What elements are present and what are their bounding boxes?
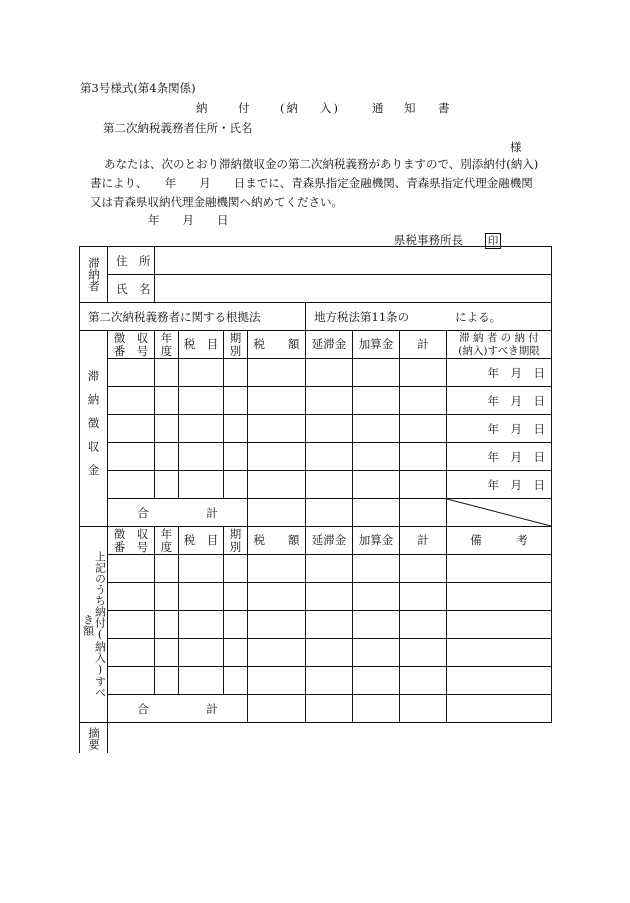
- address-label: 住 所: [108, 247, 155, 275]
- cell[interactable]: [179, 555, 224, 583]
- remarks-field[interactable]: [108, 723, 552, 754]
- section2-label: 上記のうち納付(納入)すべき額: [81, 551, 107, 698]
- section1-row: [80, 471, 552, 499]
- cell[interactable]: [400, 471, 447, 499]
- issuer-title: 県税事務所長: [394, 233, 463, 247]
- notes-cell[interactable]: [447, 695, 552, 723]
- cell[interactable]: [306, 667, 353, 695]
- cell[interactable]: [179, 443, 224, 471]
- cell[interactable]: [248, 667, 306, 695]
- diagonal-line: [447, 499, 551, 526]
- notes-cell[interactable]: [447, 667, 552, 695]
- cell[interactable]: [248, 471, 306, 499]
- cell[interactable]: [108, 387, 155, 415]
- subtotal-label: 合 計: [108, 695, 248, 723]
- col-fiscal-year: [155, 331, 179, 359]
- title-char: 納: [196, 101, 210, 115]
- cell[interactable]: [179, 611, 224, 639]
- cell[interactable]: [179, 471, 224, 499]
- section1-subtotal-row: [80, 499, 552, 527]
- cell[interactable]: [155, 583, 179, 611]
- cell[interactable]: [353, 471, 400, 499]
- deadline-cell[interactable]: 年 月 日: [447, 443, 552, 471]
- col-tax-amount: 税 額: [248, 331, 306, 359]
- subtotal-cell[interactable]: [400, 695, 447, 723]
- cell[interactable]: [400, 387, 447, 415]
- subtotal-cell[interactable]: [306, 499, 353, 527]
- cell[interactable]: [353, 583, 400, 611]
- cell[interactable]: [155, 443, 179, 471]
- cell[interactable]: [306, 639, 353, 667]
- name-field[interactable]: [155, 275, 552, 303]
- cell[interactable]: [400, 583, 447, 611]
- col-additional-tax: 加算金: [353, 527, 400, 555]
- cell[interactable]: [224, 611, 248, 639]
- col-additional-tax: 加算金: [353, 331, 400, 359]
- cell[interactable]: [306, 611, 353, 639]
- col-collection-number-text: 徴 収 番 号: [113, 526, 149, 554]
- cell[interactable]: [224, 583, 248, 611]
- title-char: 知: [404, 101, 418, 115]
- subtotal-cell[interactable]: [248, 695, 306, 723]
- cell[interactable]: [155, 667, 179, 695]
- cell[interactable]: [353, 639, 400, 667]
- basis-text: 地方税法第11条の による。: [306, 303, 552, 331]
- cell[interactable]: [224, 387, 248, 415]
- section2-row: [80, 667, 552, 695]
- cell[interactable]: [248, 583, 306, 611]
- cell[interactable]: [306, 583, 353, 611]
- section1-row: [80, 387, 552, 415]
- body-line: 又は青森県収納代理金融機関へ納めてください。: [90, 195, 343, 209]
- basis-label: 第二次納税義務者に関する根拠法: [80, 303, 306, 331]
- cell[interactable]: [108, 443, 155, 471]
- cell[interactable]: [108, 611, 155, 639]
- cell[interactable]: [108, 471, 155, 499]
- cell[interactable]: [248, 443, 306, 471]
- cell[interactable]: [306, 443, 353, 471]
- notes-cell[interactable]: [447, 583, 552, 611]
- cell[interactable]: [179, 639, 224, 667]
- remarks-label: 摘要: [87, 726, 101, 750]
- cell[interactable]: [179, 583, 224, 611]
- cell[interactable]: [353, 387, 400, 415]
- subtotal-cell[interactable]: [353, 499, 400, 527]
- section2-row: [80, 611, 552, 639]
- cell[interactable]: [400, 443, 447, 471]
- cell[interactable]: [400, 639, 447, 667]
- cell[interactable]: [400, 415, 447, 443]
- cell[interactable]: [248, 387, 306, 415]
- cell[interactable]: [155, 639, 179, 667]
- col-fiscal-year: [155, 527, 179, 555]
- delinquent-label-cell: [80, 247, 108, 303]
- cell[interactable]: [155, 359, 179, 387]
- cell[interactable]: [306, 387, 353, 415]
- remarks-label-cell: [80, 723, 108, 754]
- cell[interactable]: [400, 667, 447, 695]
- title-char: 付: [238, 101, 252, 115]
- col-notes: 備 考: [447, 527, 552, 555]
- col-tax-item: 税 目: [179, 527, 224, 555]
- col-total: 計: [400, 527, 447, 555]
- cell[interactable]: [248, 555, 306, 583]
- body-line: あなたは、次のとおり滞納徴収金の第二次納税義務がありますので、別添納付(納入): [104, 157, 539, 171]
- cell[interactable]: [353, 611, 400, 639]
- addressee-label: 第二次納税義務者住所・氏名: [103, 121, 253, 135]
- cell[interactable]: [155, 415, 179, 443]
- col-deadline-text: 滞 納 者 の 納 付 (納入)すべき期限: [458, 331, 540, 357]
- cell[interactable]: [400, 359, 447, 387]
- cell[interactable]: [248, 639, 306, 667]
- cell[interactable]: [306, 415, 353, 443]
- cell[interactable]: [108, 555, 155, 583]
- col-tax-amount: 税 額: [248, 527, 306, 555]
- subtotal-cell[interactable]: [248, 499, 306, 527]
- cell[interactable]: [108, 667, 155, 695]
- col-deadline: [447, 331, 552, 359]
- cell[interactable]: [400, 611, 447, 639]
- cell[interactable]: [108, 583, 155, 611]
- cell[interactable]: [155, 471, 179, 499]
- col-fiscal-year-text: 年 度: [160, 526, 173, 554]
- cell[interactable]: [224, 471, 248, 499]
- deadline-cell[interactable]: 年 月 日: [447, 387, 552, 415]
- col-delinquency-charge: 延滞金: [306, 331, 353, 359]
- col-fiscal-year-text: 年 度: [160, 330, 173, 358]
- section2-row: [80, 639, 552, 667]
- section1-row: [80, 359, 552, 387]
- notice-body: [90, 155, 560, 212]
- col-period: [224, 331, 248, 359]
- section1-row: [80, 443, 552, 471]
- deadline-cell[interactable]: 年 月 日: [447, 359, 552, 387]
- cell[interactable]: [224, 555, 248, 583]
- cell[interactable]: [353, 667, 400, 695]
- col-total: 計: [400, 331, 447, 359]
- cell[interactable]: [306, 471, 353, 499]
- notes-cell[interactable]: [447, 611, 552, 639]
- section1-label-cell: [80, 331, 108, 527]
- cell[interactable]: [179, 667, 224, 695]
- cell[interactable]: [108, 639, 155, 667]
- cell[interactable]: [353, 415, 400, 443]
- notes-cell[interactable]: [447, 639, 552, 667]
- title-char: (納: [280, 101, 300, 115]
- cell[interactable]: [353, 443, 400, 471]
- cell[interactable]: [155, 555, 179, 583]
- honorific: 様: [510, 140, 522, 154]
- col-period-text: 期 別: [229, 526, 242, 554]
- subtotal-cell[interactable]: [306, 695, 353, 723]
- cell[interactable]: [248, 415, 306, 443]
- document-title: [196, 100, 452, 116]
- section2-subtotal-row: [80, 695, 552, 723]
- notice-table: [79, 246, 552, 753]
- deadline-cell[interactable]: 年 月 日: [447, 471, 552, 499]
- col-collection-number: [108, 331, 155, 359]
- cell[interactable]: [306, 555, 353, 583]
- body-line: 書により、 年 月 日までに、青森県指定金融機関、青森県指定代理金融機関: [90, 176, 533, 190]
- section2-label-cell: [80, 527, 108, 723]
- cell[interactable]: [155, 611, 179, 639]
- cell[interactable]: [155, 387, 179, 415]
- cell[interactable]: [353, 359, 400, 387]
- col-collection-number: [108, 527, 155, 555]
- cell[interactable]: [248, 359, 306, 387]
- seal-mark: 印: [485, 233, 501, 249]
- cell[interactable]: [179, 359, 224, 387]
- notes-cell[interactable]: [447, 555, 552, 583]
- col-delinquency-charge: 延滞金: [306, 527, 353, 555]
- issue-date: 年 月 日: [148, 213, 229, 227]
- diagonal-cell: [447, 499, 552, 527]
- cell[interactable]: [353, 555, 400, 583]
- cell[interactable]: [224, 667, 248, 695]
- section1-row: [80, 415, 552, 443]
- section2-row: [80, 583, 552, 611]
- title-char: 通: [372, 101, 386, 115]
- cell[interactable]: [179, 415, 224, 443]
- form-number: 第3号様式(第4条関係): [80, 81, 196, 95]
- section1-label: 滞納徴収金: [86, 369, 101, 488]
- cell[interactable]: [179, 387, 224, 415]
- col-collection-number-text: 徴 収 番 号: [113, 330, 149, 358]
- title-char: 入): [320, 101, 340, 115]
- name-label: 氏 名: [108, 275, 155, 303]
- cell[interactable]: [108, 359, 155, 387]
- cell[interactable]: [224, 639, 248, 667]
- subtotal-label: 合 計: [108, 499, 248, 527]
- cell[interactable]: [306, 359, 353, 387]
- deadline-cell[interactable]: 年 月 日: [447, 415, 552, 443]
- subtotal-cell[interactable]: [353, 695, 400, 723]
- col-tax-item: 税 目: [179, 331, 224, 359]
- section2-row: [80, 555, 552, 583]
- cell[interactable]: [108, 415, 155, 443]
- cell[interactable]: [248, 611, 306, 639]
- cell[interactable]: [224, 443, 248, 471]
- delinquent-label: 滞納者: [87, 257, 101, 292]
- cell[interactable]: [224, 415, 248, 443]
- col-period-text: 期 別: [229, 330, 242, 358]
- cell[interactable]: [400, 555, 447, 583]
- col-period: [224, 527, 248, 555]
- subtotal-cell[interactable]: [400, 499, 447, 527]
- cell[interactable]: [224, 359, 248, 387]
- title-char: 書: [438, 101, 452, 115]
- address-field[interactable]: [155, 247, 552, 275]
